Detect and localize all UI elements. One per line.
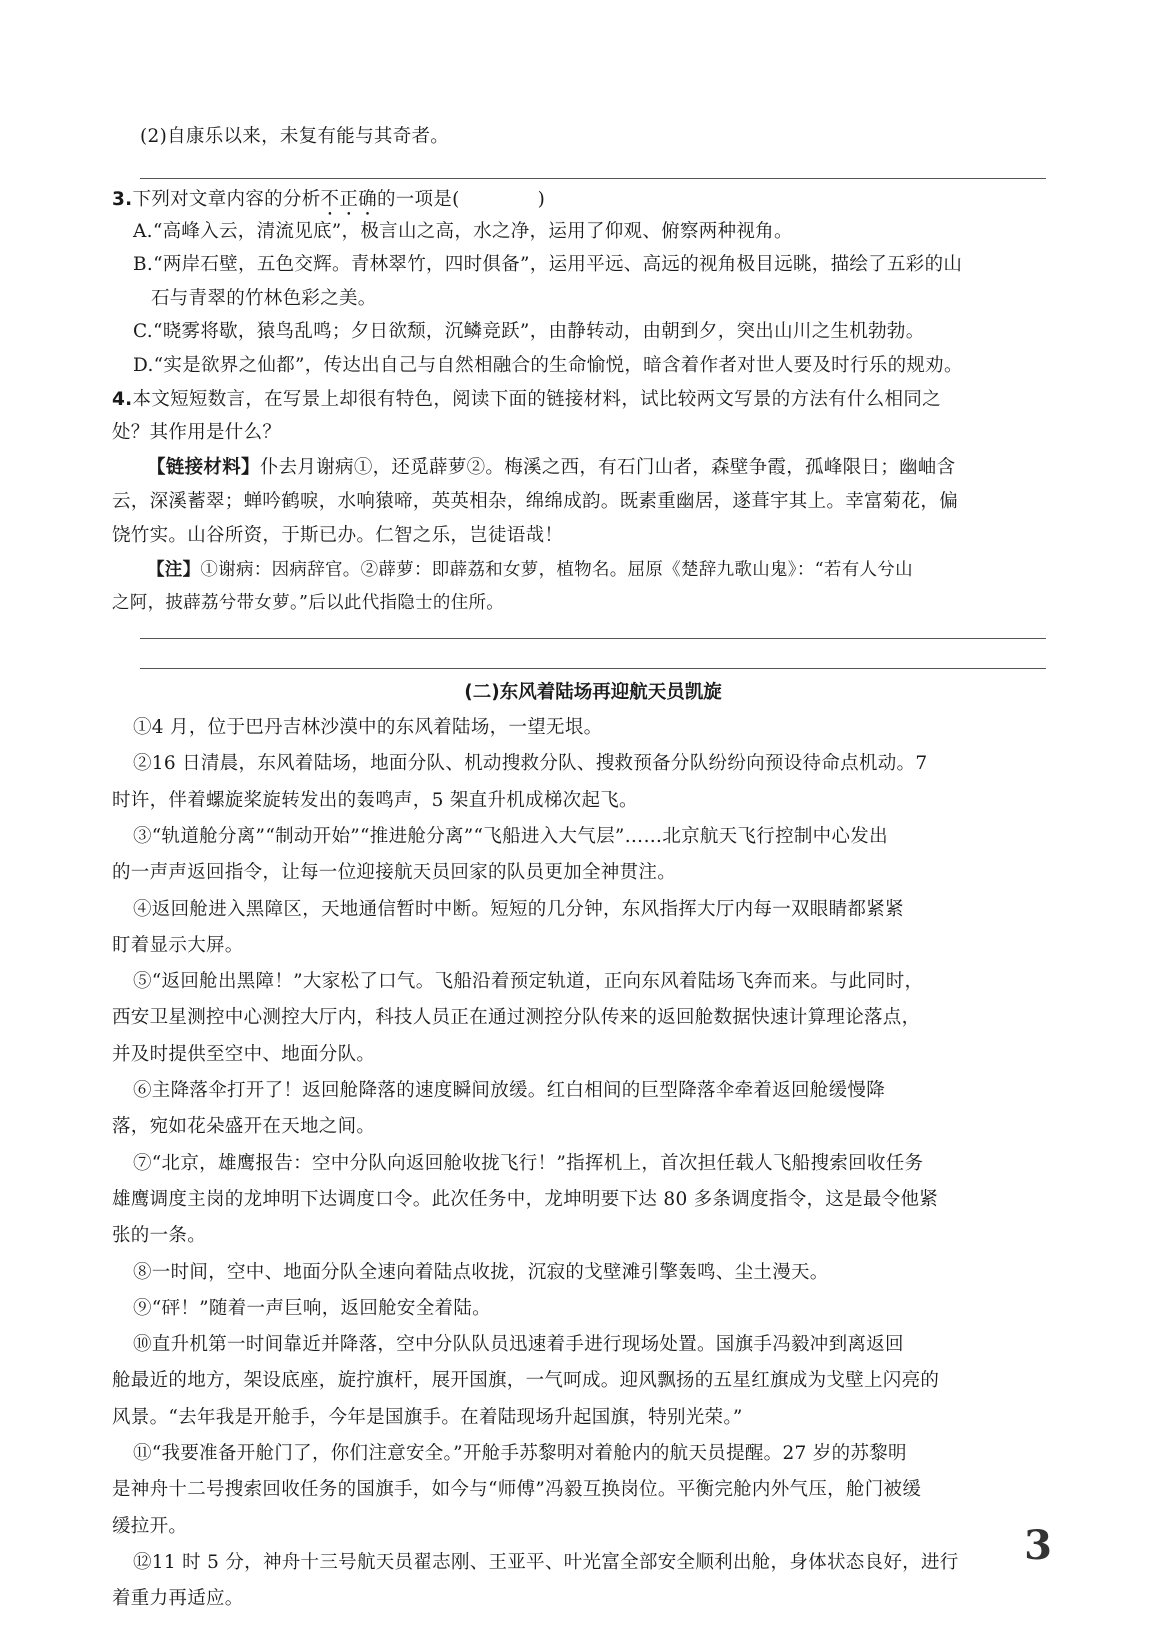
note-line1 (147, 553, 1053, 587)
article-line: ②16 日清晨，东风着陆场，地面分队、机动搜救分队、搜救预备分队纷纷向预设待命点机动。7 (133, 753, 928, 775)
article-line: ⑨“砰！”随着一声巨响，返回舱安全着陆。 (133, 1297, 491, 1319)
page-number: 3 (1024, 1522, 1052, 1569)
q4-stem-line2: 处？其作用是什么？ (112, 422, 282, 443)
note-text-1: ①谢病：因病辞官。②薜萝：即薜荔和女萝，植物名。屈原《楚辞九歌山鬼》：“若有人兮山 (200, 560, 913, 580)
q3-option-a: A.“高峰入云，清流见底”，极言山之高，水之净，运用了仰观、俯察两种视角。 (133, 221, 793, 242)
q4-stem-text: 本文短短数言，在写景上却很有特色，阅读下面的链接材料，试比较两文写景的方法有什么相同之 (132, 389, 941, 410)
article-line: ⑫11 时 5 分，神舟十三号航天员翟志刚、王亚平、叶光富全部安全顺利出舱，身体状态良好，进行 (133, 1551, 959, 1573)
article-line: 着重力再适应。 (112, 1588, 244, 1610)
q4-stem-line1 (112, 383, 1018, 417)
article-line: ①4 月，位于巴丹吉林沙漠中的东风着陆场，一望无垠。 (133, 717, 603, 738)
q2-item-2: (2)自康乐以来，未复有能与其奇者。 (140, 126, 450, 147)
material-text-1: 仆去月谢病①，还觅薜萝②。梅溪之西，有石门山者，森壁争霞，孤峰限日；幽岫含 (259, 457, 956, 478)
article-line: ⑧一时间，空中、地面分队全速向着陆点收拢，沉寂的戈壁滩引擎轰鸣、尘土漫天。 (133, 1261, 829, 1283)
q3-number: 3. (112, 189, 133, 210)
q3-option-c: C.“晓雾将歇，猿鸟乱鸣；夕日欲颓，沉鳞竞跃”，由静转动，由朝到夕，突出山川之生机勃勃。 (133, 321, 925, 342)
note-label: 【注】 (147, 560, 201, 580)
article-line: ⑩直升机第一时间靠近并降落，空中分队队员迅速着手进行现场处置。国旗手冯毅冲到离返回 (133, 1334, 904, 1356)
material-label: 【链接材料】 (147, 457, 260, 478)
q3-stem-pre: 下列对文章内容的分析 (132, 189, 321, 210)
article-line: 落，宛如花朵盛开在天地之间。 (112, 1116, 376, 1138)
article-line: ⑦“北京，雄鹰报告：空中分队向返回舱收拢飞行！”指挥机上，首次担任载人飞船搜索回收任务 (133, 1152, 924, 1174)
answer-line-q2 (140, 178, 1046, 179)
q3-stem-close: ) (537, 189, 546, 210)
q3-option-d: D.“实是欲界之仙都”，传达出自己与自然相融合的生命愉悦，暗含着作者对世人要及时行乐的规劝。 (133, 355, 963, 376)
material-line2: 云，深溪蓄翠；蝉吟鹤唳，水响猿啼，英英相杂，绵绵成韵。既素重幽居，遂葺宇其上。幸富菊花，偏 (112, 491, 959, 512)
article-line: ③“轨道舱分离”“制动开始”“推进舱分离”“飞船进入大气层”……北京航天飞行控制中心发出 (133, 825, 888, 847)
article-line: 是神舟十二号搜索回收任务的国旗手，如今与“师傅”冯毅互换岗位。平衡完舱内外气压，舱门被缓 (112, 1479, 922, 1501)
q4-number: 4. (112, 389, 133, 410)
section-title: (二)东风着陆场再迎航天员凯旋 (464, 682, 722, 703)
article-line: 雄鹰调度主岗的龙坤明下达调度口令。此次任务中，龙坤明要下达 80 多条调度指令，这是最令他紧 (112, 1188, 939, 1210)
article-line: 舱最近的地方，架设底座，旋拧旗杆，展开国旗，一气呵成。迎风飘扬的五星红旗成为戈壁上闪亮的 (112, 1370, 940, 1392)
article-line: ⑪“我要准备开舱门了，你们注意安全。”开舱手苏黎明对着舱内的航天员提醒。27 岁的苏黎明 (133, 1443, 907, 1464)
article-line: ④返回舱进入黑障区，天地通信暂时中断。短短的几分钟，东风指挥大厅内每一双眼睛都紧紧 (133, 898, 904, 920)
article-line: 并及时提供至空中、地面分队。 (112, 1043, 376, 1065)
article-line: ⑤“返回舱出黑障！”大家松了口气。飞船沿着预定轨道，正向东风着陆场飞奔而来。与此同时， (133, 971, 924, 993)
article-line: 张的一条。 (112, 1225, 207, 1247)
answer-line-q4-1 (140, 638, 1046, 639)
article-line: 时许，伴着螺旋桨旋转发出的轰鸣声，5 架直升机成梯次起飞。 (112, 789, 638, 811)
q3-option-b-cont: 石与青翠的竹林色彩之美。 (151, 288, 377, 309)
article-line: 风景。“去年我是开舱手，今年是国旗手。在着陆现场升起国旗，特别光荣。” (112, 1406, 743, 1428)
article-line: 的一声声返回指令，让每一位迎接航天员回家的队员更加全神贯注。 (112, 862, 677, 884)
q3-stem-emphasis: 不正确 (320, 189, 377, 210)
article-line: 盯着显示大屏。 (112, 934, 244, 956)
material-line3: 饶竹实。山谷所资，于斯已办。仁智之乐，岂徒语哉！ (112, 525, 564, 546)
answer-line-q4-2 (140, 668, 1046, 669)
article-line: ⑥主降落伞打开了！返回舱降落的速度瞬间放缓。红白相间的巨型降落伞牵着返回舱缓慢降 (133, 1080, 886, 1101)
note-line2: 之阿，披薜荔兮带女萝。”后以此代指隐士的住所。 (112, 593, 505, 613)
q3-stem-post: 的一项是( (376, 189, 460, 210)
article-line: 缓拉开。 (112, 1515, 188, 1537)
material-line1 (147, 451, 1053, 485)
q3-option-b: B.“两岸石壁，五色交辉。青林翠竹，四时俱备”，运用平远、高远的视角极目远眺，描绘了五彩的山 (133, 254, 963, 275)
article-line: 西安卫星测控中心测控大厅内，科技人员正在通过测控分队传来的返回舱数据快速计算理论落点， (112, 1007, 921, 1029)
